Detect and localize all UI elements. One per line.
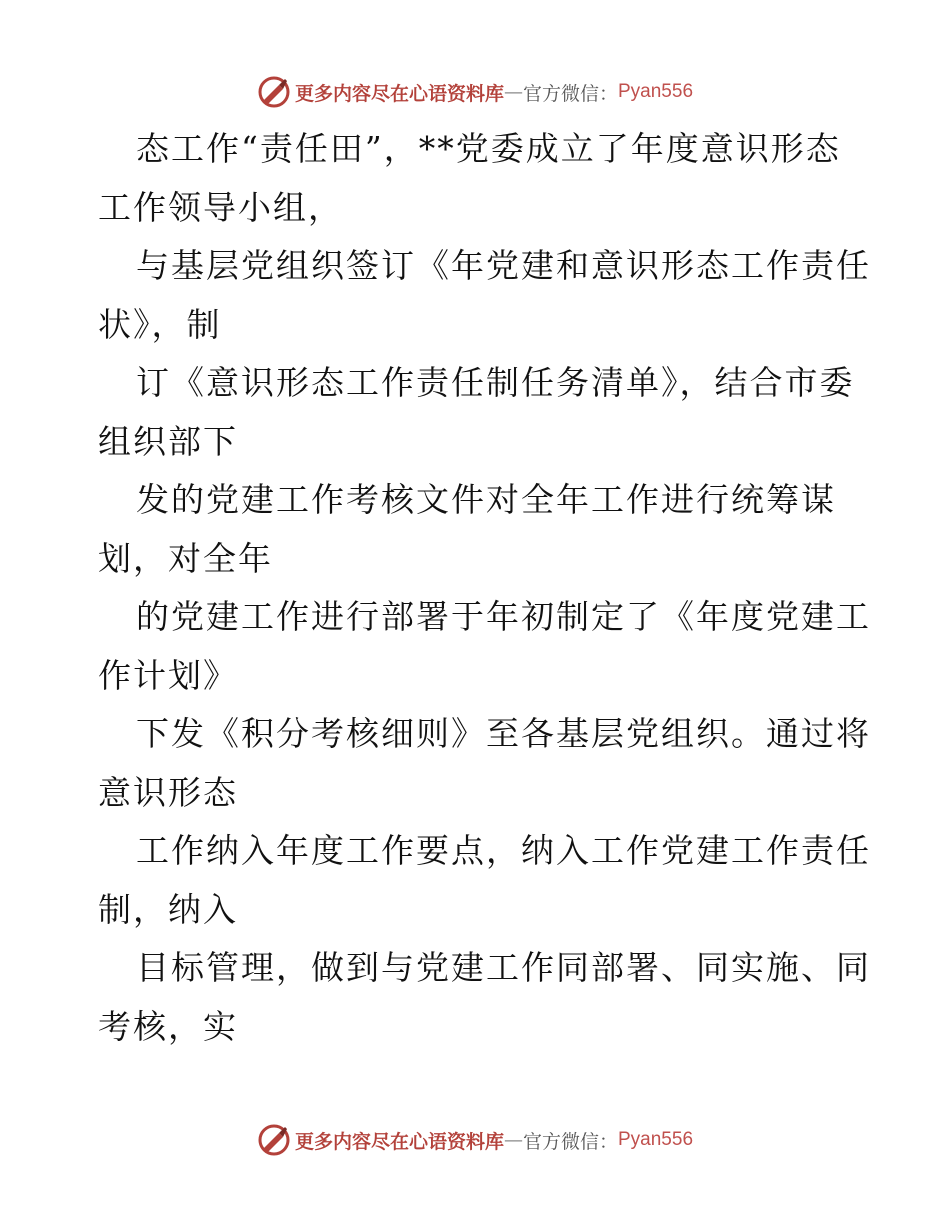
text-line: 下发《积分考核细则》至各基层党组织。通过将 <box>136 714 871 753</box>
text-line: 发的党建工作考核文件对全年工作进行统筹谋 <box>136 480 836 519</box>
text-line: 制，纳入 <box>98 889 238 929</box>
text-line: 目标管理，做到与党建工作同部署、同实施、同 <box>136 948 871 987</box>
body-text <box>98 120 871 1056</box>
text-line: 工作纳入年度工作要点，纳入工作党建工作责任 <box>136 831 871 870</box>
banner-separator: — <box>503 1129 523 1151</box>
footer-banner <box>0 1120 950 1160</box>
banner-title: 更多内容尽在心语资料库 <box>294 1130 504 1153</box>
text-line: 意识形态 <box>98 772 238 812</box>
text-line: 的党建工作进行部署于年初制定了《年度党建工 <box>136 597 871 636</box>
banner-title: 更多内容尽在心语资料库 <box>294 82 504 105</box>
banner-separator: — <box>503 81 523 103</box>
banner-wechat-label: 官方微信： <box>522 82 618 105</box>
banner-wechat-id: Pyan556 <box>618 1129 694 1150</box>
banner-wechat-label: 官方微信： <box>522 1130 618 1153</box>
banner-wechat-id: Pyan556 <box>618 81 694 102</box>
pen-logo-icon <box>257 1123 291 1157</box>
text-line: 工作领导小组， <box>98 187 343 227</box>
text-line: 与基层党组织签订《年党建和意识形态工作责任 <box>136 246 871 285</box>
text-line: 划，对全年 <box>98 538 273 578</box>
text-line: 状》，制 <box>98 304 222 344</box>
text-line: 态工作“责任田”，**党委成立了年度意识形态 <box>136 129 841 168</box>
pen-logo-icon <box>257 75 291 109</box>
text-line: 作计划》 <box>98 655 238 695</box>
text-line: 组织部下 <box>98 421 238 461</box>
text-line: 订《意识形态工作责任制任务清单》，结合市委 <box>136 363 855 402</box>
header-banner <box>0 72 950 112</box>
text-line: 考核，实 <box>98 1006 238 1046</box>
